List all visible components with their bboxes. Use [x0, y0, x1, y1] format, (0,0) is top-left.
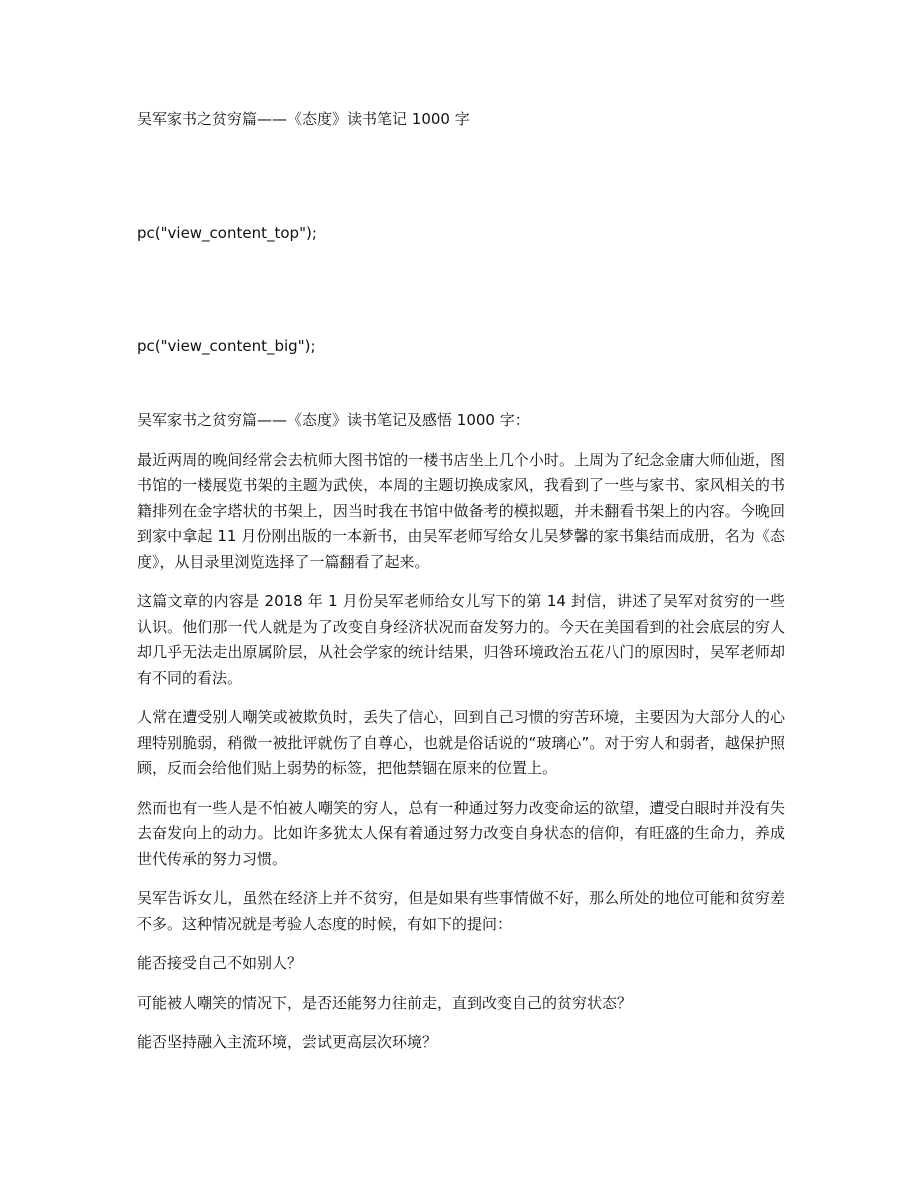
- paragraph: 人常在遭受别人嘲笑或被欺负时，丢失了信心，回到自己习惯的穷苦环境，主要因为大部分人的心理特别脆弱，稍微一被批评就伤了自尊心，也就是俗话说的“玻璃心”。对于穷人和弱者，越保护照顾，反而会给他们贴上弱势的标签，把他禁锢在原来的位置上。: [137, 708, 785, 777]
- article-heading: 吴军家书之贫穷篇——《态度》读书笔记及感悟 1000 字：: [137, 411, 530, 429]
- code-snippet-big: pc("view_content_big");: [137, 337, 316, 355]
- question: 能否接受自己不如别人？: [137, 954, 303, 972]
- question: 能否坚持融入主流环境，尝试更高层次环境？: [137, 1033, 438, 1051]
- paragraph: 最近两周的晚间经常会去杭师大图书馆的一楼书店坐上几个小时。上周为了纪念金庸大师仙逝，图书馆的一楼展览书架的主题为武侠，本周的主题切换成家风，我看到了一些与家书、家风相关的书籍排列在金字塔状的书架上，因当时我在书馆中做备考的模拟题，并未翻看书架上的内容。今晚回到家中拿起 11 月份刚出版的一本新书，由吴军老师写给女儿吴梦馨的家书集结而成册，名为《态度》，从目录里浏览选择了一篇翻看了起来。: [137, 450, 785, 571]
- document-title: 吴军家书之贫穷篇——《态度》读书笔记 1000 字: [137, 110, 470, 128]
- question: 可能被人嘲笑的情况下，是否还能努力往前走，直到改变自己的贫穷状态？: [137, 993, 633, 1012]
- article-body: [137, 408, 785, 1070]
- paragraph: 吴军告诉女儿，虽然在经济上并不贫穷，但是如果有些事情做不好，那么所处的地位可能和贫穷差不多。这种情况就是考验人态度的时候，有如下的提问：: [137, 889, 785, 933]
- paragraph: 然而也有一些人是不怕被人嘲笑的穷人，总有一种通过努力改变命运的欲望，遭受白眼时并没有失去奋发向上的动力。比如许多犹太人保有着通过努力改变自身状态的信仰，有旺盛的生命力，养成世代传承的努力习惯。: [137, 798, 785, 868]
- paragraph: 这篇文章的内容是 2018 年 1 月份吴军老师给女儿写下的第 14 封信，讲述了吴军对贫穷的一些认识。他们那一代人就是为了改变自身经济状况而奋发努力的。今天在美国看到的社会底层的穷人却几乎无法走出原属阶层，从社会学家的统计结果，归咎环境政治五花八门的原因时，吴军老师却有不同的看法。: [137, 592, 785, 687]
- code-snippet-top: pc("view_content_top");: [137, 224, 317, 242]
